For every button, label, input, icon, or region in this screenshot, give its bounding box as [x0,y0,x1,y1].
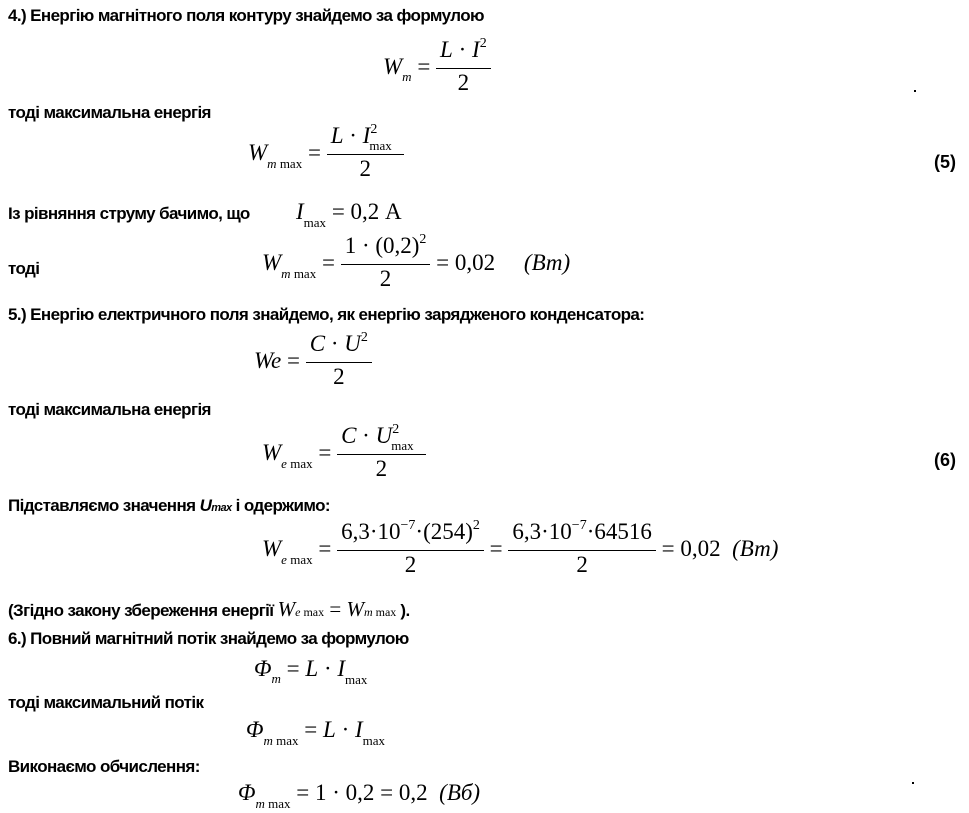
section-4-then: тоді [8,259,40,278]
calc-result: = 0,02 [436,249,496,275]
section-4-heading: 4.) Енергію магнітного поля контуру знайдемо за формулою [8,6,484,25]
section-6-compute: Виконаємо обчислення: [8,757,200,776]
unit-weber: (Вб) [439,780,481,805]
section-5-conservation [8,599,410,622]
formula-wm-max: $W_{m max}$ = $\frac{L \cdot I^2_{max}}{2}$ [248,124,404,185]
substitute-post: і одержимо: [235,496,330,515]
equation-number-6: (6) [934,450,956,470]
section-5-substitute [8,496,330,518]
conservation-pre: (Згідно закону збереження енергії [8,601,274,620]
imax-value: = 0,2 А [331,199,402,224]
formula-phi-calc: $\Phi_{m max} = 1 \cdot 0,2 = 0,2$ (Вб) [238,780,481,811]
formula-phi-max: $\Phi_{m max} = L \cdot I_{max}$ [246,717,386,748]
speck [914,90,916,92]
substitute-var: Umax [199,496,232,515]
calc-result-2: = 0,02 [661,535,721,561]
conservation-post: ). [400,601,410,620]
unit-watt: (Вт) [523,249,571,275]
section-6-heading: 6.) Повний магнітний потік знайдемо за формулою [8,629,409,648]
formula-we-max-calc: $W_{e max}$ = $\frac{6,3\cdot 10^{-7}\cdot(254)^2}{2}$ = $\frac{6,3\cdot 10^{-7}\cdot 64516}{2}$ = 0,02 (Вт) [262,518,779,577]
formula-phi: $\Phi_m = L \cdot I_{max}$ [254,656,368,687]
section-5-heading: 5.) Енергію електричного поля знайдемо, як енергію зарядженого конденсатора: [8,305,645,324]
section-5-then-max: тоді максимальна енергія [8,400,211,419]
phi-calc: = 1 · 0,2 = 0,2 [296,780,428,805]
conservation-formula: We max = Wm max [277,597,397,621]
formula-imax: $I_{max} = 0,2$ А [296,199,402,230]
formula-wm-max-calc: $W_{m max}$ = $\frac{1 \cdot (0,2)^2}{2}$ = 0,02 (Вт) [262,232,571,291]
unit-watt-2: (Вт) [732,535,779,561]
calc-num: 1 · (0,2) [344,233,420,258]
section-6-then-max: тоді максимальний потік [8,693,204,712]
substitute-pre: Підставляємо значення [8,496,196,515]
formula-wm: $W_m$ = $\frac{L \cdot I^2}{2}$ [383,38,491,99]
equation-number-5: (5) [934,152,956,172]
speck-2 [912,782,914,784]
formula-we: We = $\frac{C \cdot U^2}{2}$ [254,332,372,393]
formula-we-max: $W_{e max}$ = $\frac{C \cdot U^2_{max}}{2}$ [262,424,426,485]
section-4-from-eq: Із рівняння струму бачимо, що [8,204,250,223]
section-4-then-max: тоді максимальна енергія [8,103,211,122]
